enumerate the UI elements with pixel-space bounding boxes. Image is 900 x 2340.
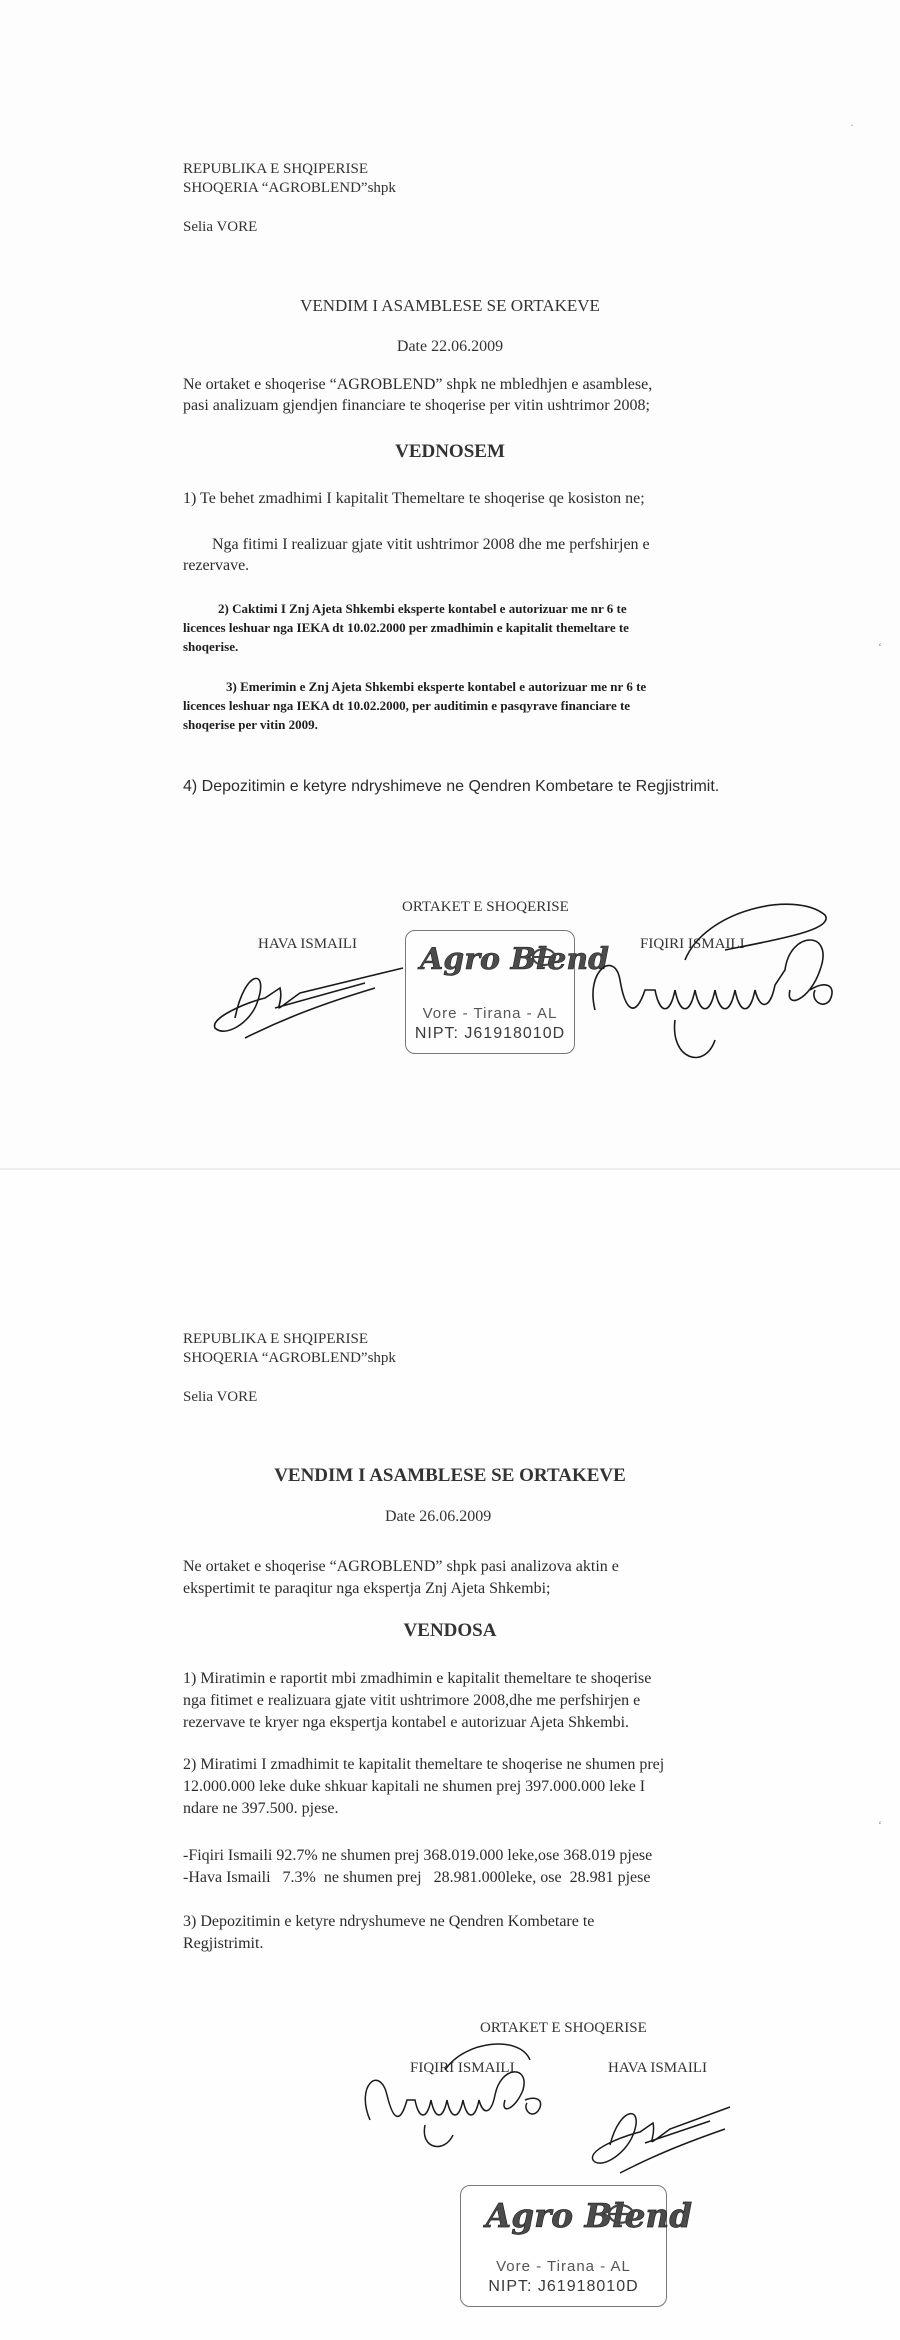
intro-line: Ne ortaket e shoqerise “AGROBLEND” shpk ne mbledhjen e asamblese, [183, 376, 653, 393]
header-seat: Selia VORE [183, 1389, 258, 1405]
decision-item-3: 3) Emerimin e Znj Ajeta Shkembi eksperte kontabel e autorizuar me nr 6 te [226, 679, 647, 694]
svg-text:Agro Blend: Agro Blend [420, 942, 610, 977]
stamp-nipt: NIPT: J61918010D [414, 1025, 566, 1042]
decision-heading: VENDOSA [403, 1620, 497, 1641]
svg-text:Agro Blend: Agro Blend [485, 2196, 693, 2236]
signatory-name-left: HAVA ISMAILI [258, 936, 358, 952]
decision-item-1-detail: Nga fitimi I realizuar gjate vitit ushtrimor 2008 dhe me perfshirjen e [212, 536, 650, 553]
page-title: VENDIM I ASAMBLESE SE ORTAKEVE [300, 296, 600, 315]
document-date: Date 22.06.2009 [396, 338, 504, 355]
share-line: -Fiqiri Ismaili 92.7% ne shumen prej 368.019.000 leke,ose 368.019 pjese [183, 1847, 653, 1864]
decision-item-4: 4) Depozitimin e ketyre ndryshimeve ne Qendren Kombetare te Regjistrimit. [183, 778, 720, 795]
stamp-nipt: NIPT: J61918010D [488, 2278, 639, 2295]
signatory-name-right: FIQIRI ISMAILI [640, 936, 745, 952]
decision-heading: VEDNOSEM [395, 441, 505, 462]
signatures-heading: ORTAKET E SHOQERISE [480, 2020, 647, 2036]
stamp-address: Vore - Tirana - AL [422, 1005, 558, 1022]
signature-hava-ismaili [205, 948, 405, 1048]
stamp-address: Vore - Tirana - AL [496, 2258, 631, 2275]
scan-speck: ʻ [878, 1818, 882, 1832]
signatory-name-left: FIQIRI ISMAILI [410, 2060, 515, 2076]
header-republic: REPUBLIKA E SHQIPERISE [183, 161, 369, 177]
decision-item-2: 2) Miratimi I zmadhimit te kapitalit themeltare te shoqerise ne shumen prej [183, 1756, 665, 1773]
signatures-heading: ORTAKET E SHOQERISE [402, 899, 569, 915]
decision-item-1: rezervave te kryer nga ekspertja kontabel e autorizuar Ajeta Shkembi. [183, 1714, 630, 1731]
decision-item-1: 1) Miratimin e raportit mbi zmadhimin e kapitalit themeltare te shoqerise [183, 1670, 652, 1687]
decision-item-1: 1) Te behet zmadhimi I kapitalit Themeltare te shoqerise qe kosiston ne; [183, 490, 645, 507]
document-page-2 [0, 1170, 900, 2340]
signature-hava-ismaili [585, 2085, 735, 2185]
decision-item-3: 3) Depozitimin e ketyre ndryshumeve ne Qendren Kombetare te [183, 1913, 595, 1930]
decision-item-2: ndare ne 397.500. pjese. [183, 1800, 339, 1817]
header-seat: Selia VORE [183, 219, 258, 235]
page-title: VENDIM I ASAMBLESE SE ORTAKEVE [274, 1465, 626, 1486]
intro-line: Ne ortaket e shoqerise “AGROBLEND” shpk pasi analizova aktin e [183, 1558, 619, 1575]
signature-fiqiri-ismaili [575, 890, 845, 1080]
header-company: SHOQERIA “AGROBLEND”shpk [183, 180, 396, 196]
scan-speck: ʻ [878, 640, 882, 654]
decision-item-1: nga fitimet e realizuara gjate vitit ushtrimore 2008,dhe me perfshirjen e [183, 1692, 641, 1709]
header-company: SHOQERIA “AGROBLEND”shpk [183, 1350, 396, 1366]
signature-fiqiri-ismaili [355, 2025, 565, 2155]
decision-item-3: Regjistrimit. [183, 1935, 264, 1952]
decision-item-2: shoqerise. [183, 639, 239, 654]
share-line: -Hava Ismaili 7.3% ne shumen prej 28.981.000leke, ose 28.981 pjese [183, 1869, 651, 1886]
agro-blend-logo [418, 935, 610, 979]
agro-blend-logo [475, 2190, 693, 2238]
intro-line: ekspertimit te paraqitur nga ekspertja Znj Ajeta Shkembi; [183, 1580, 551, 1597]
decision-item-2: 2) Caktimi I Znj Ajeta Shkembi eksperte kontabel e autorizuar me nr 6 te [218, 601, 627, 616]
company-stamp [460, 2185, 693, 2307]
decision-item-3: shoqerise per vitin 2009. [183, 717, 318, 732]
decision-item-2: 12.000.000 leke duke shkuar kapitali ne shumen prej 397.000.000 leke I [183, 1778, 646, 1795]
signatory-name-right: HAVA ISMAILI [608, 2060, 708, 2076]
company-stamp [405, 930, 610, 1054]
intro-line: pasi analizuam gjendjen financiare te shoqerise per vitin ushtrimor 2008; [183, 397, 650, 414]
decision-item-3: licences leshuar nga IEKA dt 10.02.2000, per auditimin e pasqyrave financiare te [183, 698, 631, 713]
document-date: Date 26.06.2009 [385, 1508, 492, 1525]
decision-item-1-detail: rezervave. [183, 557, 250, 574]
header-republic: REPUBLIKA E SHQIPERISE [183, 1331, 369, 1347]
decision-item-2: licences leshuar nga IEKA dt 10.02.2000 per zmadhimin e kapitalit themeltare te [183, 620, 629, 635]
scan-speck: · [850, 118, 854, 132]
